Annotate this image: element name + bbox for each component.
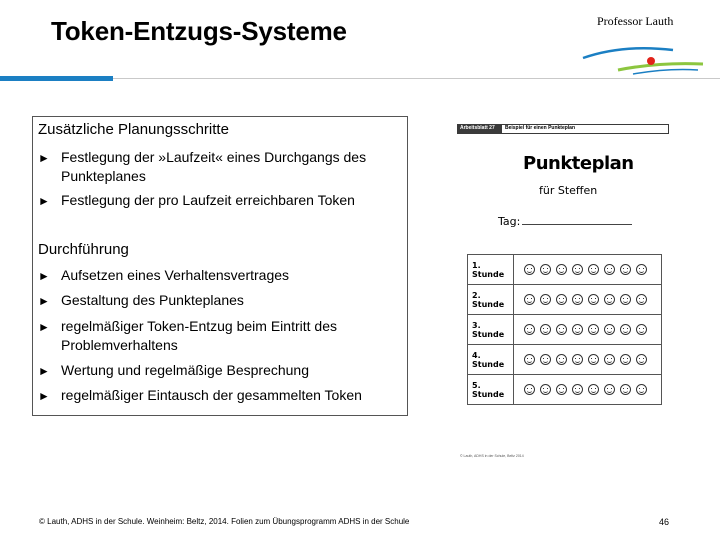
smiley-face-icon xyxy=(636,354,647,365)
smiley-face-icon xyxy=(636,294,647,305)
worksheet-faces xyxy=(514,384,647,395)
logo-blue-swoosh-2 xyxy=(633,70,698,75)
page-number: 46 xyxy=(659,517,670,527)
smiley-face-icon xyxy=(636,324,647,335)
bullet-text: Wertung und regelmäßige Besprechung xyxy=(61,362,310,378)
smiley-face-icon xyxy=(572,384,583,395)
smiley-face-icon xyxy=(540,384,551,395)
smiley-face-icon xyxy=(540,324,551,335)
section-heading-implementation: Durchführung xyxy=(38,241,129,258)
bullet-text: Festlegung der pro Laufzeit erreichbaren Token xyxy=(61,192,355,208)
worksheet-row xyxy=(468,255,661,285)
slide-title: Token-Entzugs-Systeme xyxy=(51,16,347,46)
logo-red-dot xyxy=(647,57,655,65)
bullet-arrow-icon: ► xyxy=(38,151,50,165)
bullet-arrow-icon: ► xyxy=(38,320,50,334)
smiley-face-icon xyxy=(556,294,567,305)
smiley-face-icon xyxy=(524,384,535,395)
smiley-face-icon xyxy=(572,294,583,305)
title-underline-bar xyxy=(0,76,113,81)
smiley-face-icon xyxy=(604,324,615,335)
smiley-face-icon xyxy=(556,384,567,395)
bullet-arrow-icon: ► xyxy=(38,194,50,208)
smiley-face-icon xyxy=(604,354,615,365)
header-divider xyxy=(113,78,720,79)
worksheet-faces xyxy=(514,354,647,365)
worksheet-tag: Arbeitsblatt 27 xyxy=(457,124,501,134)
smiley-face-icon xyxy=(604,294,615,305)
worksheet-title: Punkteplan xyxy=(523,153,634,174)
footer-citation: © Lauth, ADHS in der Schule. Weinheim: Beltz, 2014. Folien zum Übungsprogramm ADHS in der Schule xyxy=(39,517,410,526)
bullet-item xyxy=(38,266,401,286)
smiley-face-icon xyxy=(556,354,567,365)
worksheet-table xyxy=(467,254,662,405)
bullet-text: regelmäßiger Eintausch der gesammelten Token xyxy=(61,387,362,403)
worksheet-faces xyxy=(514,264,647,275)
worksheet-header xyxy=(457,124,669,134)
author-name: Professor Lauth xyxy=(597,14,674,28)
worksheet-footnote: © Lauth, ADHS in der Schule, Beltz 2014 xyxy=(460,454,524,458)
smiley-face-icon xyxy=(540,294,551,305)
worksheet-subtitle: für Steffen xyxy=(539,184,598,197)
worksheet-row-label: 3. Stunde xyxy=(468,315,514,344)
bullet-text: Aufsetzen eines Verhaltensvertrages xyxy=(61,267,290,283)
worksheet-row-label: 1. Stunde xyxy=(468,255,514,284)
smiley-face-icon xyxy=(588,324,599,335)
smiley-face-icon xyxy=(588,264,599,275)
smiley-face-icon xyxy=(524,294,535,305)
smiley-face-icon xyxy=(556,324,567,335)
content-box xyxy=(32,116,408,416)
bullet-text: regelmäßiger Token-Entzug beim Eintritt des Problemverhaltens xyxy=(61,318,337,353)
worksheet-row xyxy=(468,345,661,375)
smiley-face-icon xyxy=(620,324,631,335)
bullet-arrow-icon: ► xyxy=(38,364,50,378)
bullet-text: Festlegung der »Laufzeit« eines Durchgangs des Punkteplanes xyxy=(61,149,367,184)
bullet-item xyxy=(38,317,401,355)
logo-swoosh-icon xyxy=(578,40,708,80)
smiley-face-icon xyxy=(620,264,631,275)
smiley-face-icon xyxy=(588,294,599,305)
smiley-face-icon xyxy=(540,264,551,275)
smiley-face-icon xyxy=(572,324,583,335)
smiley-face-icon xyxy=(540,354,551,365)
worksheet-row-label: 5. Stunde xyxy=(468,375,514,404)
smiley-face-icon xyxy=(620,354,631,365)
smiley-face-icon xyxy=(524,264,535,275)
worksheet-day-label: Tag: xyxy=(498,215,521,228)
smiley-face-icon xyxy=(556,264,567,275)
worksheet-tag-desc: Beispiel für einen Punkteplan xyxy=(501,124,669,134)
bullet-arrow-icon: ► xyxy=(38,389,50,403)
smiley-face-icon xyxy=(588,384,599,395)
bullet-item xyxy=(38,291,401,311)
logo-blue-swoosh xyxy=(583,48,673,58)
smiley-face-icon xyxy=(636,384,647,395)
bullet-item xyxy=(38,386,401,406)
section-heading-planning: Zusätzliche Planungsschritte xyxy=(38,121,229,138)
bullet-arrow-icon: ► xyxy=(38,269,50,283)
bullet-text: Gestaltung des Punkteplanes xyxy=(61,292,244,308)
smiley-face-icon xyxy=(604,264,615,275)
worksheet-row xyxy=(468,315,661,345)
smiley-face-icon xyxy=(620,384,631,395)
smiley-face-icon xyxy=(572,264,583,275)
worksheet-row xyxy=(468,285,661,315)
worksheet-row-label: 2. Stunde xyxy=(468,285,514,314)
bullet-item xyxy=(38,361,401,381)
worksheet-image xyxy=(457,121,670,458)
smiley-face-icon xyxy=(620,294,631,305)
bullet-item xyxy=(38,148,401,186)
smiley-face-icon xyxy=(524,354,535,365)
worksheet-faces xyxy=(514,324,647,335)
smiley-face-icon xyxy=(588,354,599,365)
worksheet-day-line xyxy=(522,224,632,225)
bullet-item xyxy=(38,191,401,211)
worksheet-faces xyxy=(514,294,647,305)
smiley-face-icon xyxy=(636,264,647,275)
worksheet-row xyxy=(468,375,661,405)
worksheet-row-label: 4. Stunde xyxy=(468,345,514,374)
smiley-face-icon xyxy=(572,354,583,365)
smiley-face-icon xyxy=(524,324,535,335)
smiley-face-icon xyxy=(604,384,615,395)
bullet-arrow-icon: ► xyxy=(38,294,50,308)
